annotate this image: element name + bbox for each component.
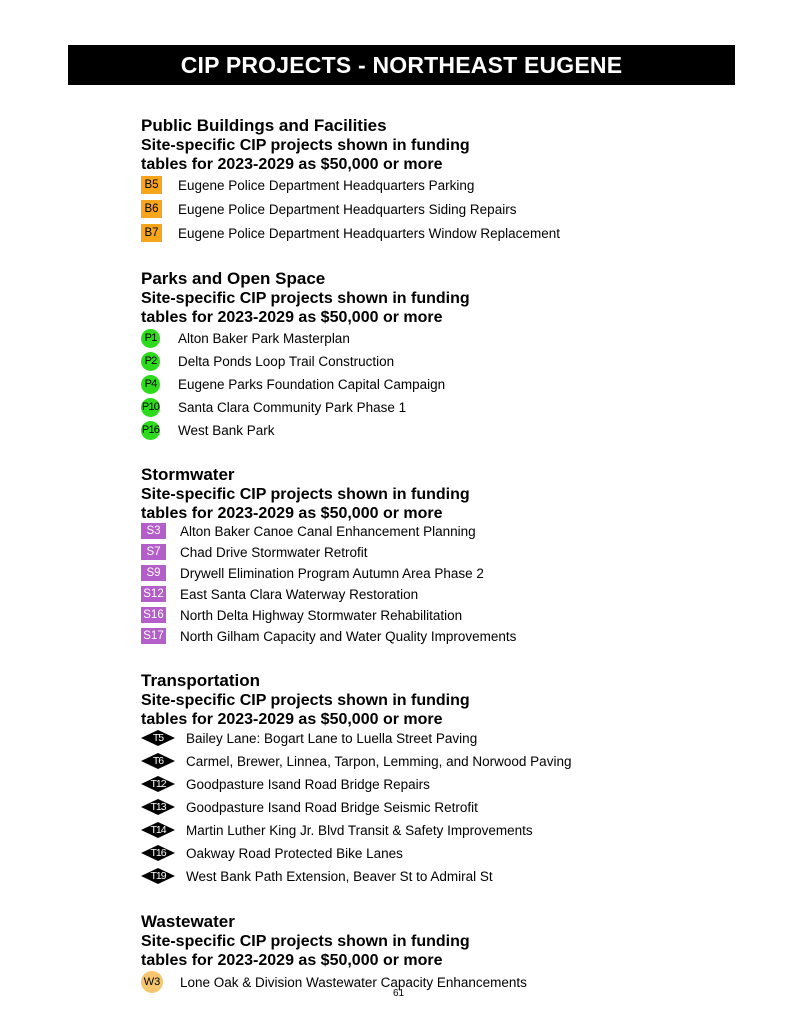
list-item (141, 626, 516, 646)
section-stormwater (141, 465, 701, 644)
diamond-badge-icon (141, 822, 175, 838)
section-subtitle: tables for 2023-2029 as $50,000 or more (141, 711, 443, 728)
section-subtitle: Site-specific CIP projects shown in funding (141, 933, 470, 950)
page-number: 61 (393, 988, 405, 999)
badge-code: T5 (152, 732, 164, 744)
list-item (141, 199, 516, 219)
item-label: Alton Baker Park Masterplan (178, 330, 350, 346)
circle-badge-icon: W3 (141, 971, 163, 993)
list-item (141, 328, 350, 348)
list-item (141, 542, 368, 562)
list-item (141, 605, 462, 625)
section-transportation (141, 671, 701, 884)
square-badge-icon: B5 (141, 176, 162, 194)
section-subtitle: Site-specific CIP projects shown in funding (141, 486, 470, 503)
item-label: Chad Drive Stormwater Retrofit (180, 544, 368, 560)
list-item (141, 563, 484, 583)
item-label: Eugene Parks Foundation Capital Campaign (178, 376, 446, 392)
item-label: North Delta Highway Stormwater Rehabilitation (180, 607, 463, 623)
list-item (141, 751, 571, 771)
circle-badge-icon: P16 (141, 421, 160, 440)
list-item (141, 521, 476, 541)
item-label: West Bank Park (178, 422, 275, 438)
item-label: Eugene Police Department Headquarters Siding Repairs (178, 201, 517, 217)
item-label: Lone Oak & Division Wastewater Capacity Enhancements (180, 974, 527, 990)
square-badge-icon: B6 (141, 200, 162, 218)
section-title: Public Buildings and Facilities (141, 116, 387, 135)
list-item (141, 774, 430, 794)
section-title: Transportation (141, 671, 261, 690)
rectangle-badge-icon: S12 (141, 586, 166, 602)
badge-code: T19 (150, 870, 166, 882)
section-title: Parks and Open Space (141, 269, 326, 288)
diamond-badge-icon (141, 868, 175, 884)
section-title: Wastewater (141, 912, 235, 931)
list-item (141, 971, 527, 993)
list-item (141, 374, 445, 394)
badge-code: T16 (150, 847, 166, 859)
list-item (141, 351, 394, 371)
item-label: East Santa Clara Waterway Restoration (180, 586, 419, 602)
item-label: Goodpasture Isand Road Bridge Seismic Retrofit (186, 799, 478, 815)
rectangle-badge-icon: S7 (141, 544, 166, 560)
section-parks (141, 269, 701, 438)
item-label: Drywell Elimination Program Autumn Area Phase 2 (180, 565, 484, 581)
square-badge-icon: B7 (141, 224, 162, 242)
section-subtitle: Site-specific CIP projects shown in funding (141, 290, 470, 307)
rectangle-badge-icon: S16 (141, 607, 166, 623)
section-subtitle: Site-specific CIP projects shown in funding (141, 692, 470, 709)
section-buildings (141, 116, 701, 241)
badge-code: T13 (150, 801, 166, 813)
badge-code: T14 (150, 824, 166, 836)
circle-badge-icon: P4 (141, 375, 160, 394)
list-item (141, 223, 560, 243)
item-label: Goodpasture Isand Road Bridge Repairs (186, 776, 430, 792)
list-item (141, 728, 477, 748)
item-label: Eugene Police Department Headquarters Window Replacement (178, 225, 560, 241)
item-label: West Bank Path Extension, Beaver St to Admiral St (186, 868, 493, 884)
section-subtitle: tables for 2023-2029 as $50,000 or more (141, 505, 443, 522)
section-subtitle: tables for 2023-2029 as $50,000 or more (141, 952, 443, 969)
badge-code: T6 (152, 755, 164, 767)
section-subtitle: tables for 2023-2029 as $50,000 or more (141, 309, 443, 326)
item-label: North Gilham Capacity and Water Quality Improvements (180, 628, 517, 644)
item-label: Delta Ponds Loop Trail Construction (178, 353, 395, 369)
badge-code: T12 (150, 778, 166, 790)
item-label: Santa Clara Community Park Phase 1 (178, 399, 407, 415)
circle-badge-icon: P10 (141, 398, 160, 417)
diamond-badge-icon (141, 799, 175, 815)
rectangle-badge-icon: S9 (141, 565, 166, 581)
item-label: Martin Luther King Jr. Blvd Transit & Safety Improvements (186, 822, 533, 838)
circle-badge-icon: P1 (141, 329, 160, 348)
diamond-badge-icon (141, 845, 175, 861)
rectangle-badge-icon: S3 (141, 523, 166, 539)
item-label: Eugene Police Department Headquarters Parking (178, 177, 475, 193)
item-label: Bailey Lane: Bogart Lane to Luella Street Paving (186, 730, 478, 746)
list-item (141, 820, 533, 840)
item-label: Alton Baker Canoe Canal Enhancement Planning (180, 523, 476, 539)
list-item (141, 866, 493, 886)
list-item (141, 175, 474, 195)
item-label: Oakway Road Protected Bike Lanes (186, 845, 403, 861)
list-item (141, 397, 406, 417)
list-item (141, 420, 275, 440)
section-title: Stormwater (141, 465, 235, 484)
list-item (141, 584, 418, 604)
item-label: Carmel, Brewer, Linnea, Tarpon, Lemming, and Norwood Paving (186, 753, 572, 769)
page-title: CIP PROJECTS - NORTHEAST EUGENE (68, 45, 735, 85)
circle-badge-icon: P2 (141, 352, 160, 371)
section-subtitle: tables for 2023-2029 as $50,000 or more (141, 156, 443, 173)
rectangle-badge-icon: S17 (141, 628, 166, 644)
section-wastewater (141, 912, 701, 990)
list-item (141, 843, 403, 863)
diamond-badge-icon (141, 753, 175, 769)
diamond-badge-icon (141, 730, 175, 746)
list-item (141, 797, 478, 817)
section-subtitle: Site-specific CIP projects shown in funding (141, 137, 470, 154)
diamond-badge-icon (141, 776, 175, 792)
